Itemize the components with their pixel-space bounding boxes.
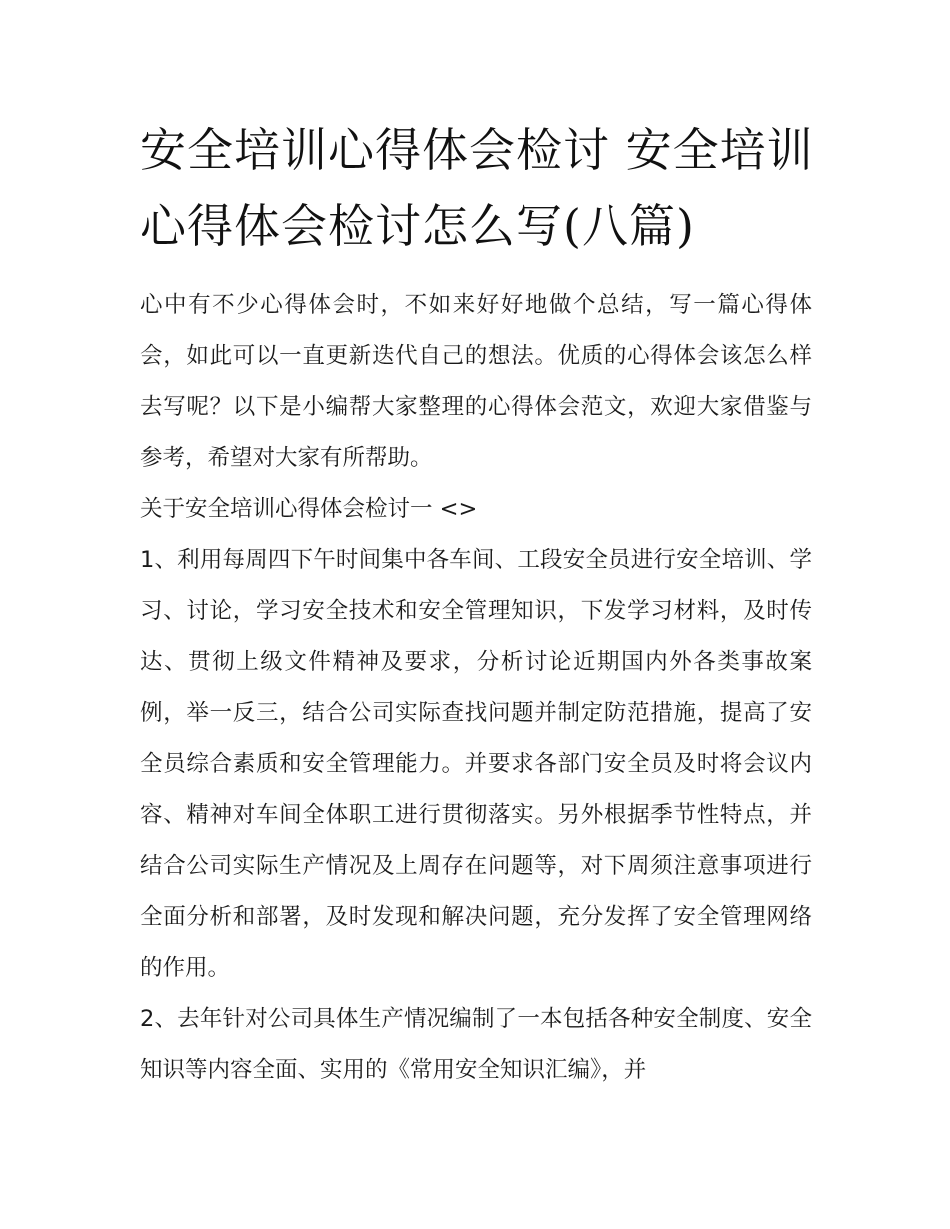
body-paragraph-1: 1、利用每周四下午时间集中各车间、工段安全员进行安全培训、学习、讨论，学习安全技术和安全管理知识，下发学习材料，及时传达、贯彻上级文件精神及要求，分析讨论近期国内外各类事故案例，举一反三，结合公司实际查找问题并制定防范措施，提高了安全员综合素质和安全管理能力。并要求各部门安全员及时将会议内容、精神对车间全体职工进行贯彻落实。另外根据季节性特点，并结合公司实际生产情况及上周存在问题等，对下周须注意事项进行全面分析和部署，及时发现和解决问题，充分发挥了安全管理网络的作用。 — [140, 547, 812, 981]
section-heading: 关于安全培训心得体会检讨一 <> — [140, 496, 478, 522]
document-body — [140, 280, 812, 1096]
body-paragraph-2: 2、去年针对公司具体生产情况编制了一本包括各种安全制度、安全知识等内容全面、实用的《常用安全知识汇编》，并 — [140, 1006, 812, 1083]
intro-paragraph: 心中有不少心得体会时，不如来好好地做个总结，写一篇心得体会，如此可以一直更新迭代自己的想法。优质的心得体会该怎么样去写呢？以下是小编帮大家整理的心得体会范文，欢迎大家借鉴与参考，希望对大家有所帮助。 — [140, 292, 812, 471]
document-title: 安全培训心得体会检讨 安全培训心得体会检讨怎么写(八篇) — [140, 123, 814, 253]
